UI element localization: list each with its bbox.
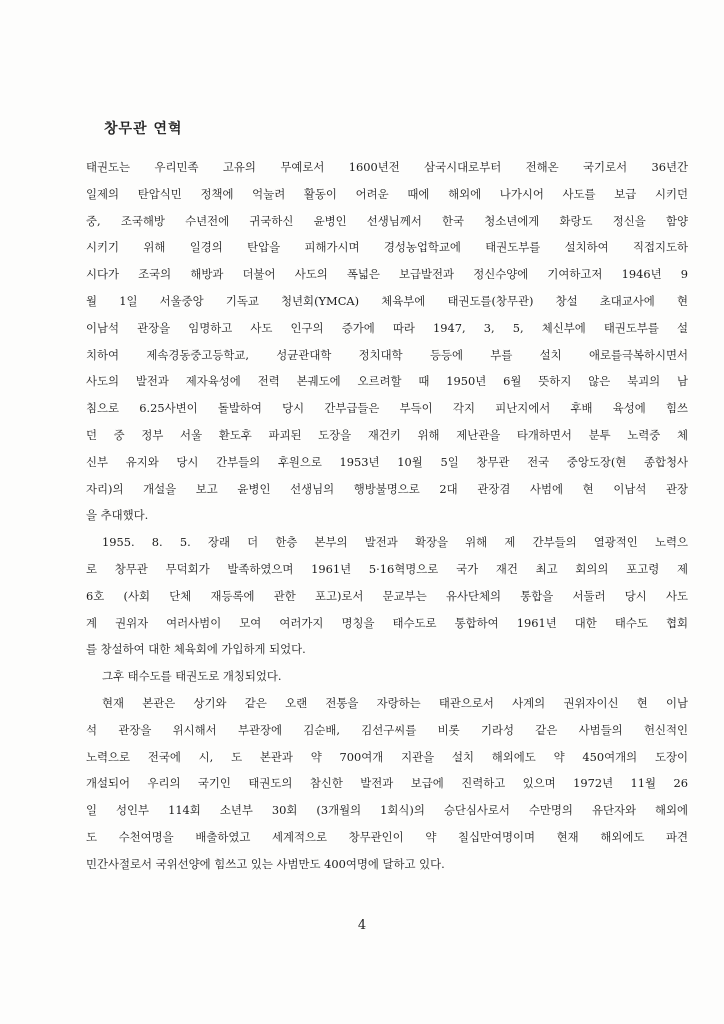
text-line: 이남석 관장을 임명하고 사도 인구의 증가에 따라 1947, 3, 5, 체신부에 태권도부를 설	[86, 320, 688, 335]
text-line: 6호 (사회 단체 재등록에 관한 포고)로서 문교부는 유사단체의 통합을 서둘러 당시 사도	[86, 588, 688, 603]
text-line: 태권도는 우리민족 고유의 무예로서 1600년전 삼국시대로부터 전해온 국기로서 36년간	[86, 160, 688, 174]
text-line: 그후 태수도를 태권도로 개칭되었다.	[102, 669, 282, 684]
text-line: 치하여 제속경동중고등학교, 성균관대학 정치대학 등등에 부를 설치 애로를극복하시면서	[86, 347, 688, 362]
text-line: 던 중 정부 서울 환도후 파괴된 도장을 재건키 위해 제난관을 타개하면서 분투 노력중 체	[86, 427, 688, 442]
text-line: 로 창무관 무덕회가 발족하였으며 1961년 5·16혁명으로 국가 재건 최고 회의의 포고령 제	[86, 561, 688, 576]
text-line: 일 성인부 114회 소년부 30회 (3개월의 1회식)의 승단심사로서 수만명의 유단자와 해외에	[86, 803, 688, 818]
text-line: 사도의 발전과 제자육성에 전력 본궤도에 오르려할 때 1950년 6월 뜻하지 않은 북괴의 남	[86, 374, 688, 389]
text-line: 도 수천여명을 배출하였고 세계적으로 창무관인이 약 칠십만여명이며 현재 해외에도 파견	[86, 829, 688, 844]
text-line: 월 1일 서울중앙 기독교 청년회(YMCA) 체육부에 태권도를(창무관) 창설 초대교사에 현	[86, 293, 688, 308]
text-line: 계 권위자 여러사범이 모여 여러가지 명칭을 태수도로 통합하여 1961년 대한 태수도 협회	[86, 615, 688, 630]
page-title: 창무관 연혁	[104, 121, 183, 137]
text-line: 를 창설하여 대한 체육회에 가입하게 되었다.	[86, 642, 306, 657]
text-line: 민간사절로서 국위선양에 힘쓰고 있는 사범만도 400여명에 달하고 있다.	[86, 856, 445, 871]
text-line: 개설되어 우리의 국기인 태권도의 참신한 발전과 보급에 진력하고 있으며 1972년 11월 26	[86, 776, 688, 791]
text-line: 현재 본관은 상기와 같은 오랜 전통을 자랑하는 태관으로서 사계의 권위자이신 현 이남	[102, 695, 688, 710]
text-line: 시다가 조국의 해방과 더불어 사도의 폭넓은 보급발전과 정신수양에 기여하고저 1946년 9	[86, 267, 688, 282]
text-line: 시키기 위해 일경의 탄압을 피해가시며 경성농업학교에 태권도부를 설치하여 직접지도하	[86, 240, 688, 255]
text-line: 신부 유지와 당시 간부들의 후원으로 1953년 10월 5일 창무관 전국 중앙도장(현 종합청사	[86, 454, 688, 469]
text-line: 1955. 8. 5. 장래 더 한층 본부의 발전과 확장을 위해 제 간부들의 열광적인 노력으	[102, 535, 688, 550]
text-line: 중, 조국해방 수년전에 귀국하신 윤병인 선생님께서 한국 청소년에게 화랑도 정신을 함양	[86, 213, 688, 228]
text-line: 을 추대했다.	[86, 508, 149, 523]
page-number: 4	[357, 918, 367, 933]
text-line: 자리)의 개설을 보고 윤병인 선생님의 행방불명으로 2대 관장겸 사범에 현 이남석 관장	[86, 481, 688, 496]
body-text	[86, 154, 688, 878]
text-line: 침으로 6.25사변이 돌발하여 당시 간부급들은 부득이 각지 피난지에서 후배 육성에 힘쓰	[86, 401, 688, 416]
text-line: 일제의 탄압식민 정책에 억눌려 활동이 어려운 때에 해외에 나가시어 사도를 보급 시키던	[86, 186, 688, 201]
text-line: 노력으로 전국에 시, 도 본관과 약 700여개 지관을 설치 해외에도 약 450여개의 도장이	[86, 749, 688, 764]
text-line: 석 관장을 위시해서 부관장에 김순배, 김선구씨를 비롯 기라성 같은 사범들의 헌신적인	[86, 722, 688, 737]
